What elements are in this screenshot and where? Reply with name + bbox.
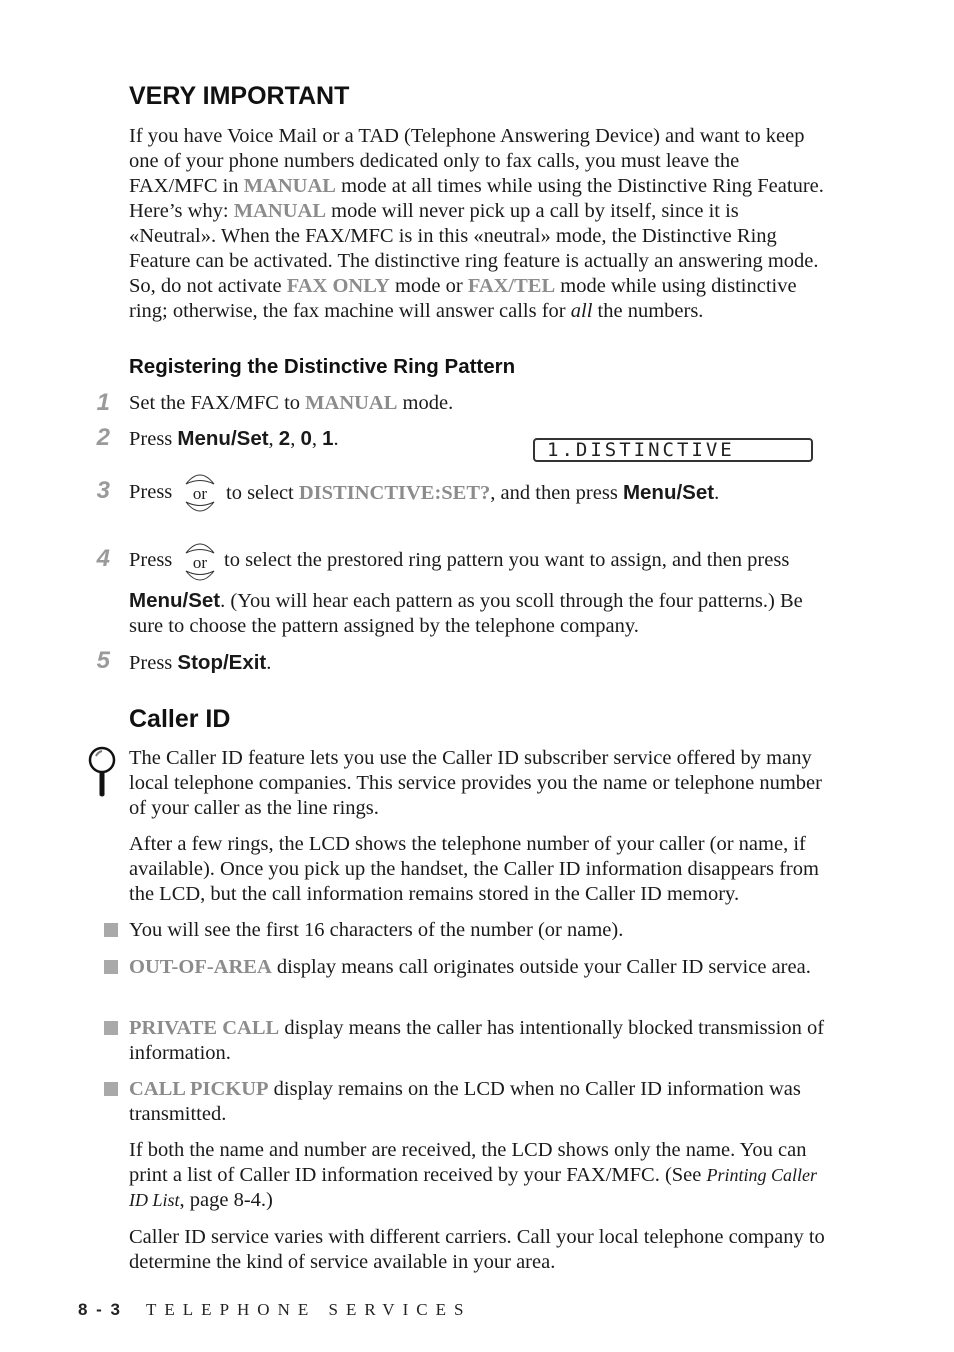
step-3-press: Press: [129, 481, 173, 503]
step-4-press: Press: [129, 549, 173, 571]
step-2-text: Press Menu/Set, 2, 0, 1.: [129, 427, 339, 450]
caller-id-print-paragraph: If both the name and number are received, the LCD shows only the name. You can print a list of Caller ID information received by your FAX/MFC. (See Printing Caller ID List, page 8-4.): [129, 1139, 818, 1211]
step-5-text: Press Stop/Exit.: [129, 651, 272, 674]
lcd-display: 1.DISTINCTIVE: [533, 438, 813, 462]
bullet-marker: [104, 1082, 118, 1096]
registering-heading: Registering the Distinctive Ring Pattern: [129, 355, 516, 378]
caller-id-heading: Caller ID: [129, 705, 231, 733]
step-number: 1: [96, 389, 110, 416]
caller-id-lcd-paragraph: After a few rings, the LCD shows the telephone number of your caller (or name, if available). Once you pick up the handset, the Caller ID information disappears from the LCD, but the call information remains stored in the Caller ID memory.: [129, 833, 819, 905]
step-1-text: Set the FAX/MFC to MANUAL mode.: [129, 392, 454, 414]
very-important-paragraph: If you have Voice Mail or a TAD (Telephone Answering Device) and want to keep one of your phone numbers dedicated only to fax calls, you must leave the FAX/MFC in MANUAL mode at all times while using the Distinctive Ring Feature. Here’s why: MANUAL mode will never pick up a call by itself, since it is «Neutral». When the FAX/MFC is in this «neutral» mode, the Distinctive Ring Feature can be activated. The distinctive ring feature is actually an answering mode. So, do not activate FAX ONLY mode or FAX/TEL mode while using distinctive ring; otherwise, the fax machine will answer calls for all the numbers.: [129, 125, 824, 322]
cross-reference-link[interactable]: Printing Caller ID List: [129, 1165, 818, 1210]
step-number: 2: [96, 424, 110, 451]
bullet-item: You will see the first 16 characters of the number (or name).: [129, 919, 624, 941]
step-4-text: to select the prestored ring pattern you want to assign, and then press: [224, 549, 790, 571]
bullet-item: PRIVATE CALL display means the caller has intentionally blocked transmission of information.: [129, 1017, 825, 1064]
caller-id-intro: The Caller ID feature lets you use the Caller ID subscriber service offered by many local telephone companies. This service provides you the name or telephone number of your caller as the line rings.: [129, 747, 822, 819]
bullet-item: CALL PICKUP display remains on the LCD when no Caller ID information was transmitted.: [129, 1078, 801, 1125]
step-number: 4: [96, 545, 110, 572]
magnifier-tip-icon: [88, 746, 118, 798]
step-3-text: to select DISTINCTIVE:SET?, and then press Menu/Set.: [226, 481, 720, 504]
page-footer: [78, 1300, 471, 1320]
step-number: 5: [96, 647, 110, 674]
step-number: 3: [96, 477, 110, 504]
bullet-marker: [104, 923, 118, 937]
caller-id-carriers-paragraph: Caller ID service varies with different carriers. Call your local telephone company to determine the kind of service available in your area.: [129, 1226, 825, 1273]
up-down-navigation-key-icon: [184, 468, 216, 518]
step-4-continued: Menu/Set. (You will hear each pattern as you scoll through the four patterns.) Be sure to choose the pattern assigned by the telephone company.: [129, 589, 803, 637]
very-important-heading: VERY IMPORTANT: [129, 82, 350, 110]
bullet-item: OUT-OF-AREA display means call originates outside your Caller ID service area.: [129, 956, 811, 978]
svg-text:or: or: [192, 553, 208, 572]
page-number: 8 - 3: [78, 1300, 123, 1319]
svg-text:or: or: [192, 484, 208, 503]
section-title: TELEPHONE SERVICES: [146, 1300, 472, 1319]
bullet-marker: [104, 1021, 118, 1035]
up-down-navigation-key-icon: [184, 537, 216, 587]
bullet-marker: [104, 960, 118, 974]
